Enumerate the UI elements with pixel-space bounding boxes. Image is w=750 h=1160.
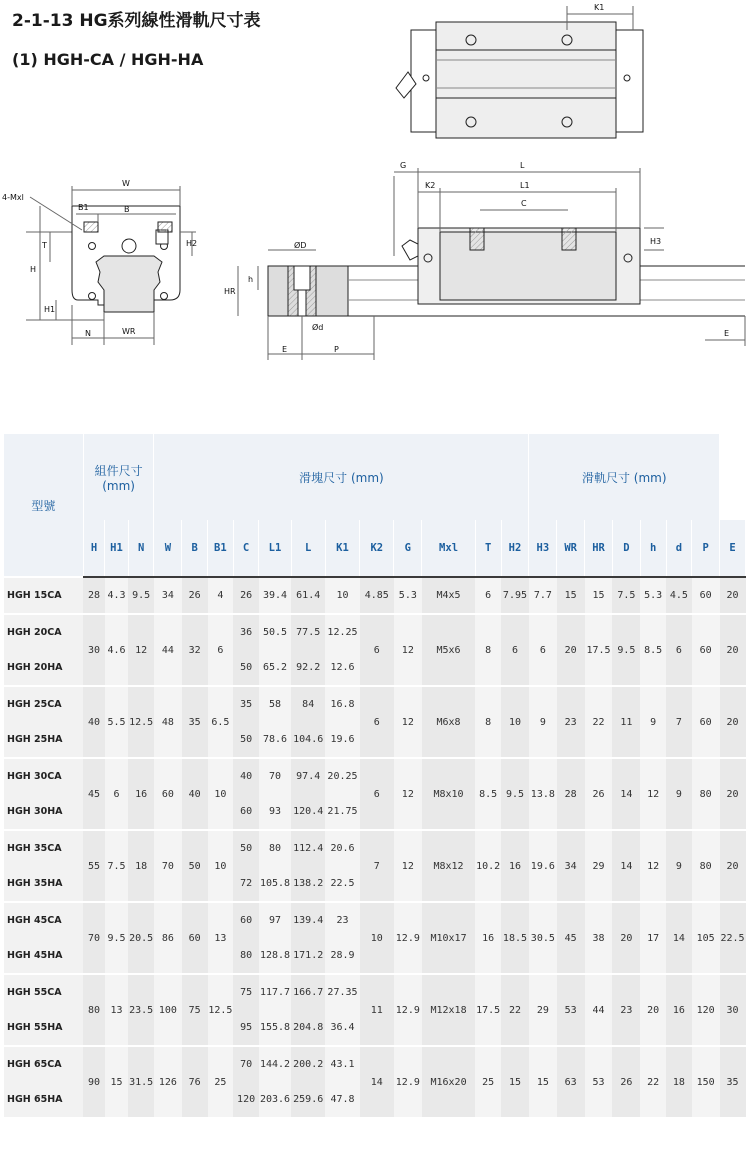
cell-l: 97.4	[291, 758, 325, 794]
column-header-row	[4, 520, 746, 577]
cell-b1: 13	[208, 902, 234, 974]
column-header-w: W	[154, 520, 182, 577]
cell-wr: 63	[557, 1046, 585, 1117]
cell-h: 12	[640, 758, 666, 830]
cell-c: 26	[233, 577, 259, 614]
cell-mxl: M4x5	[422, 577, 476, 614]
dim-label-e-right: E	[724, 329, 730, 338]
cell-hr: 15	[585, 577, 613, 614]
column-header-k1: K1	[325, 520, 359, 577]
cell-c: 36	[233, 614, 259, 650]
cell-b1: 10	[208, 830, 234, 902]
cell-c: 40	[233, 758, 259, 794]
dim-label-w: W	[122, 179, 130, 188]
column-header-p: P	[692, 520, 720, 577]
model-cell: HGH 45CA	[4, 902, 83, 938]
cell-p: 105	[692, 902, 720, 974]
cell-k1: 19.6	[325, 722, 359, 758]
cell-h: 90	[83, 1046, 104, 1117]
column-header-h: H	[83, 520, 104, 577]
cell-wr: 28	[557, 758, 585, 830]
group-header-assembly: 組件尺寸 (mm)	[83, 434, 154, 520]
dim-label-phi-d-lower: Ød	[312, 323, 324, 332]
spec-table-body	[4, 577, 746, 1117]
cell-k1: 27.35	[325, 974, 359, 1010]
cell-w: 86	[154, 902, 182, 974]
column-header-h2: H2	[501, 520, 529, 577]
cell-e: 30	[720, 974, 746, 1046]
cell-t: 17.5	[475, 974, 501, 1046]
cell-h1: 13	[105, 974, 129, 1046]
cell-h: 70	[83, 902, 104, 974]
cell-d: 18	[666, 1046, 692, 1117]
cell-l1: 80	[259, 830, 291, 866]
cell-b1: 4	[208, 577, 234, 614]
cell-h1: 9.5	[105, 902, 129, 974]
column-header-hr: HR	[585, 520, 613, 577]
cell-c: 75	[233, 974, 259, 1010]
cell-wr: 34	[557, 830, 585, 902]
cell-c: 120	[233, 1082, 259, 1117]
cell-wr: 15	[557, 577, 585, 614]
column-header-wr: WR	[557, 520, 585, 577]
cell-d: 11	[612, 686, 640, 758]
cell-b: 75	[182, 974, 208, 1046]
cell-n: 9.5	[128, 577, 154, 614]
cell-b1: 10	[208, 758, 234, 830]
cell-h: 22	[640, 1046, 666, 1117]
cell-w: 44	[154, 614, 182, 686]
cell-l1: 58	[259, 686, 291, 722]
cell-g: 12.9	[394, 1046, 422, 1117]
cell-l: 138.2	[291, 866, 325, 902]
cell-w: 34	[154, 577, 182, 614]
dim-label-hr: HR	[224, 287, 236, 296]
cell-l: 204.8	[291, 1010, 325, 1046]
column-header-h3: H3	[529, 520, 557, 577]
cell-d: 14	[666, 902, 692, 974]
cell-mxl: M8x12	[422, 830, 476, 902]
dim-label-h2-front: H2	[186, 239, 198, 248]
cell-l1: 144.2	[259, 1046, 291, 1082]
column-header-t: T	[475, 520, 501, 577]
cell-d: 14	[612, 758, 640, 830]
cell-t: 6	[475, 577, 501, 614]
cell-l: 139.4	[291, 902, 325, 938]
cell-l1: 117.7	[259, 974, 291, 1010]
column-header-d: D	[612, 520, 640, 577]
cell-b1: 6.5	[208, 686, 234, 758]
cell-c: 35	[233, 686, 259, 722]
model-cell: HGH 65CA	[4, 1046, 83, 1082]
cell-g: 12	[394, 830, 422, 902]
cell-e: 22.5	[720, 902, 746, 974]
group-header-block: 滑塊尺寸 (mm)	[154, 434, 529, 520]
cell-c: 60	[233, 902, 259, 938]
cell-t: 8	[475, 686, 501, 758]
cell-c: 70	[233, 1046, 259, 1082]
dim-label-l1: L1	[520, 181, 530, 190]
dim-label-p: P	[334, 345, 339, 354]
cell-g: 5.3	[394, 577, 422, 614]
cell-d: 6	[666, 614, 692, 686]
cell-k1: 47.8	[325, 1082, 359, 1117]
cell-d: 23	[612, 974, 640, 1046]
dim-label-b1: B1	[78, 203, 89, 212]
cell-l1: 97	[259, 902, 291, 938]
dim-label-l: L	[520, 161, 525, 170]
cell-p: 80	[692, 758, 720, 830]
table-row	[4, 614, 746, 650]
cell-d: 26	[612, 1046, 640, 1117]
cell-w: 126	[154, 1046, 182, 1117]
table-row	[4, 686, 746, 722]
dim-label-c: C	[521, 199, 527, 208]
model-header: 型號	[4, 434, 83, 577]
cell-b: 76	[182, 1046, 208, 1117]
table-row	[4, 577, 746, 614]
model-cell: HGH 30CA	[4, 758, 83, 794]
dim-label-e-side: E	[282, 345, 288, 354]
model-cell: HGH 20CA	[4, 614, 83, 650]
table-row	[4, 758, 746, 794]
cell-h: 28	[83, 577, 104, 614]
cell-w: 60	[154, 758, 182, 830]
cell-h3: 15	[529, 1046, 557, 1117]
cell-e: 20	[720, 686, 746, 758]
cell-h2: 7.95	[501, 577, 529, 614]
cell-d: 16	[666, 974, 692, 1046]
cell-t: 8.5	[475, 758, 501, 830]
model-cell: HGH 35HA	[4, 866, 83, 902]
cell-hr: 53	[585, 1046, 613, 1117]
cell-h3: 9	[529, 686, 557, 758]
cell-e: 35	[720, 1046, 746, 1117]
cell-t: 16	[475, 902, 501, 974]
model-cell: HGH 25HA	[4, 722, 83, 758]
cell-k1: 12.25	[325, 614, 359, 650]
cell-h1: 4.3	[105, 577, 129, 614]
cell-g: 12	[394, 758, 422, 830]
cell-mxl: M8x10	[422, 758, 476, 830]
cell-k1: 36.4	[325, 1010, 359, 1046]
cell-l: 200.2	[291, 1046, 325, 1082]
cell-p: 60	[692, 614, 720, 686]
cell-h1: 15	[105, 1046, 129, 1117]
model-cell: HGH 55CA	[4, 974, 83, 1010]
cell-b: 40	[182, 758, 208, 830]
dim-label-k2: K2	[425, 181, 436, 190]
cell-e: 20	[720, 758, 746, 830]
dim-label-mxl: 4-Mxl	[2, 193, 24, 202]
cell-l1: 78.6	[259, 722, 291, 758]
cell-k2: 7	[360, 830, 394, 902]
column-header-c: C	[233, 520, 259, 577]
cell-wr: 23	[557, 686, 585, 758]
column-header-l: L	[291, 520, 325, 577]
cell-mxl: M12x18	[422, 974, 476, 1046]
table-row	[4, 830, 746, 866]
cell-p: 150	[692, 1046, 720, 1117]
model-cell: HGH 25CA	[4, 686, 83, 722]
cell-k1: 20.25	[325, 758, 359, 794]
table-row	[4, 974, 746, 1010]
cell-p: 120	[692, 974, 720, 1046]
column-header-mxl: Mxl	[422, 520, 476, 577]
cell-l: 171.2	[291, 938, 325, 974]
cell-h1: 6	[105, 758, 129, 830]
cell-h2: 22	[501, 974, 529, 1046]
cell-k2: 6	[360, 614, 394, 686]
cell-b1: 12.5	[208, 974, 234, 1046]
cell-h: 8.5	[640, 614, 666, 686]
cell-t: 10.2	[475, 830, 501, 902]
cell-d: 9.5	[612, 614, 640, 686]
cell-c: 80	[233, 938, 259, 974]
cell-mxl: M5x6	[422, 614, 476, 686]
column-header-l1: L1	[259, 520, 291, 577]
cell-d: 7	[666, 686, 692, 758]
cell-b: 60	[182, 902, 208, 974]
cell-h2: 9.5	[501, 758, 529, 830]
cell-h2: 16	[501, 830, 529, 902]
cell-n: 20.5	[128, 902, 154, 974]
cell-l: 77.5	[291, 614, 325, 650]
cell-h3: 29	[529, 974, 557, 1046]
dim-label-t: T	[42, 241, 47, 250]
dim-label-n: N	[85, 329, 91, 338]
model-cell: HGH 15CA	[4, 577, 83, 614]
cell-k1: 10	[325, 577, 359, 614]
model-cell: HGH 55HA	[4, 1010, 83, 1046]
cell-n: 31.5	[128, 1046, 154, 1117]
cell-wr: 20	[557, 614, 585, 686]
cell-h: 45	[83, 758, 104, 830]
column-header-h: h	[640, 520, 666, 577]
cell-d: 20	[612, 902, 640, 974]
cell-d: 9	[666, 830, 692, 902]
cell-k1: 16.8	[325, 686, 359, 722]
cell-l1: 203.6	[259, 1082, 291, 1117]
dim-label-g: G	[400, 161, 407, 170]
column-header-e: E	[720, 520, 746, 577]
cell-hr: 38	[585, 902, 613, 974]
cell-l: 104.6	[291, 722, 325, 758]
cell-h: 55	[83, 830, 104, 902]
cell-mxl: M16x20	[422, 1046, 476, 1117]
cell-h3: 13.8	[529, 758, 557, 830]
cell-c: 50	[233, 650, 259, 686]
cell-h2: 6	[501, 614, 529, 686]
front-view-drawing	[26, 186, 196, 345]
top-view-drawing	[396, 6, 643, 138]
group-header-rail: 滑軌尺寸 (mm)	[529, 434, 720, 520]
cell-d: 4.5	[666, 577, 692, 614]
cell-w: 100	[154, 974, 182, 1046]
cell-k1: 23	[325, 902, 359, 938]
cell-hr: 29	[585, 830, 613, 902]
cell-k1: 28.9	[325, 938, 359, 974]
cell-l: 61.4	[291, 577, 325, 614]
cell-k2: 6	[360, 686, 394, 758]
cell-g: 12.9	[394, 974, 422, 1046]
dim-label-k1: K1	[594, 3, 605, 12]
cell-b1: 6	[208, 614, 234, 686]
cell-b: 50	[182, 830, 208, 902]
cell-w: 70	[154, 830, 182, 902]
cell-k2: 11	[360, 974, 394, 1046]
cell-k1: 22.5	[325, 866, 359, 902]
cell-l1: 128.8	[259, 938, 291, 974]
column-header-k2: K2	[360, 520, 394, 577]
cell-n: 12.5	[128, 686, 154, 758]
dim-label-b: B	[124, 205, 130, 214]
technical-drawings	[0, 0, 750, 430]
cell-n: 12	[128, 614, 154, 686]
cell-h: 20	[640, 974, 666, 1046]
dim-label-wr: WR	[122, 327, 136, 336]
cell-c: 50	[233, 722, 259, 758]
cell-p: 60	[692, 577, 720, 614]
cell-h2: 18.5	[501, 902, 529, 974]
cell-hr: 22	[585, 686, 613, 758]
model-cell: HGH 65HA	[4, 1082, 83, 1117]
cell-t: 8	[475, 614, 501, 686]
column-header-n: N	[128, 520, 154, 577]
cell-k1: 43.1	[325, 1046, 359, 1082]
cell-h: 5.3	[640, 577, 666, 614]
page-title: 2-1-13 HG系列線性滑軌尺寸表	[12, 11, 261, 31]
cell-b: 32	[182, 614, 208, 686]
cell-k2: 10	[360, 902, 394, 974]
cell-n: 16	[128, 758, 154, 830]
cell-h3: 7.7	[529, 577, 557, 614]
cell-l: 84	[291, 686, 325, 722]
cell-g: 12	[394, 614, 422, 686]
cell-h1: 5.5	[105, 686, 129, 758]
spec-table	[4, 434, 746, 1117]
cell-l1: 65.2	[259, 650, 291, 686]
cell-h3: 6	[529, 614, 557, 686]
cell-h: 12	[640, 830, 666, 902]
cell-k1: 21.75	[325, 794, 359, 830]
dim-label-phi-d-upper: ØD	[294, 241, 307, 250]
page-subtitle: (1) HGH-CA / HGH-HA	[12, 50, 204, 69]
dim-label-h3: H3	[650, 237, 662, 246]
cell-l1: 93	[259, 794, 291, 830]
model-cell: HGH 20HA	[4, 650, 83, 686]
cell-d: 7.5	[612, 577, 640, 614]
cell-l: 112.4	[291, 830, 325, 866]
dim-label-h: H	[30, 265, 37, 274]
cell-b1: 25	[208, 1046, 234, 1117]
cell-hr: 44	[585, 974, 613, 1046]
cell-h: 30	[83, 614, 104, 686]
cell-c: 72	[233, 866, 259, 902]
cell-l1: 39.4	[259, 577, 291, 614]
cell-l1: 50.5	[259, 614, 291, 650]
cell-h: 9	[640, 686, 666, 758]
cell-h2: 15	[501, 1046, 529, 1117]
cell-b: 35	[182, 686, 208, 758]
cell-wr: 45	[557, 902, 585, 974]
cell-hr: 26	[585, 758, 613, 830]
cell-b: 26	[182, 577, 208, 614]
column-header-g: G	[394, 520, 422, 577]
cell-e: 20	[720, 577, 746, 614]
cell-h3: 30.5	[529, 902, 557, 974]
model-cell: HGH 45HA	[4, 938, 83, 974]
dim-label-h-small: h	[248, 275, 254, 284]
cell-d: 14	[612, 830, 640, 902]
model-cell: HGH 30HA	[4, 794, 83, 830]
table-row	[4, 1046, 746, 1082]
column-header-b: B	[182, 520, 208, 577]
cell-l1: 155.8	[259, 1010, 291, 1046]
cell-k1: 12.6	[325, 650, 359, 686]
cell-mxl: M10x17	[422, 902, 476, 974]
cell-e: 20	[720, 830, 746, 902]
cell-h2: 10	[501, 686, 529, 758]
cell-c: 95	[233, 1010, 259, 1046]
cell-g: 12.9	[394, 902, 422, 974]
cell-k1: 20.6	[325, 830, 359, 866]
cell-d: 9	[666, 758, 692, 830]
cell-hr: 17.5	[585, 614, 613, 686]
cell-h: 17	[640, 902, 666, 974]
cell-k2: 14	[360, 1046, 394, 1117]
cell-l1: 105.8	[259, 866, 291, 902]
cell-n: 23.5	[128, 974, 154, 1046]
cell-k2: 6	[360, 758, 394, 830]
column-header-h1: H1	[105, 520, 129, 577]
column-header-d: d	[666, 520, 692, 577]
cell-n: 18	[128, 830, 154, 902]
table-row	[4, 902, 746, 938]
cell-p: 60	[692, 686, 720, 758]
cell-h3: 19.6	[529, 830, 557, 902]
column-header-b1: B1	[208, 520, 234, 577]
cell-e: 20	[720, 614, 746, 686]
cell-g: 12	[394, 686, 422, 758]
cell-c: 60	[233, 794, 259, 830]
cell-mxl: M6x8	[422, 686, 476, 758]
cell-h1: 4.6	[105, 614, 129, 686]
cell-l: 166.7	[291, 974, 325, 1010]
cell-l: 120.4	[291, 794, 325, 830]
cell-l: 259.6	[291, 1082, 325, 1117]
cell-t: 25	[475, 1046, 501, 1117]
cell-l1: 70	[259, 758, 291, 794]
cell-h1: 7.5	[105, 830, 129, 902]
cell-k2: 4.85	[360, 577, 394, 614]
cell-c: 50	[233, 830, 259, 866]
cell-wr: 53	[557, 974, 585, 1046]
dim-label-h1: H1	[44, 305, 56, 314]
cell-w: 48	[154, 686, 182, 758]
cell-p: 80	[692, 830, 720, 902]
cell-h: 40	[83, 686, 104, 758]
cell-l: 92.2	[291, 650, 325, 686]
model-cell: HGH 35CA	[4, 830, 83, 866]
cell-h: 80	[83, 974, 104, 1046]
